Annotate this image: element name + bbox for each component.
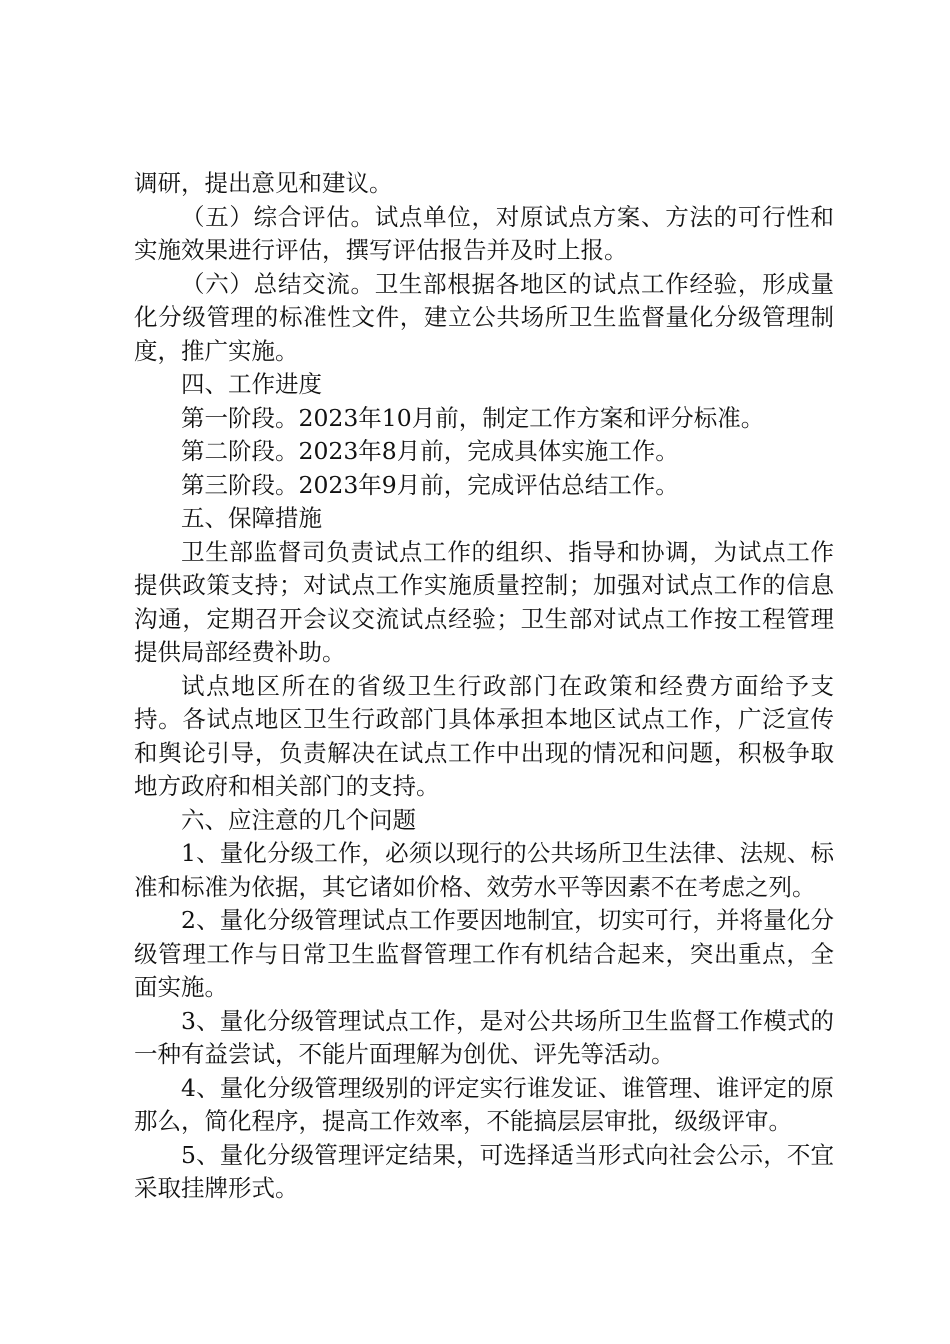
paragraph-comprehensive-evaluation: （五）综合评估。试点单位，对原试点方案、方法的可行性和实施效果进行评估，撰写评估报告并及时上报。 [134,202,834,264]
paragraph-summary-exchange: （六）总结交流。卫生部根据各地区的试点工作经验，形成量化分级管理的标准性文件，建立公共场所卫生监督量化分级管理制度，推广实施。 [134,269,834,365]
paragraph-issue-2: 2、量化分级管理试点工作要因地制宜，切实可行，并将量化分级管理工作与日常卫生监督管理工作有机结合起来，突出重点，全面实施。 [134,906,834,1001]
section-heading-safeguards: 五、保障措施 [181,504,322,532]
paragraph-issue-3: 3、量化分级管理试点工作，是对公共场所卫生监督工作模式的一种有益尝试，不能片面理解为创优、评先等活动。 [134,1006,834,1068]
paragraph-issue-4: 4、量化分级管理级别的评定实行谁发证、谁管理、谁评定的原那么，简化程序，提高工作效率，不能搞层层审批，级级评审。 [134,1073,834,1135]
paragraph-stage-one: 第一阶段。2023年10月前，制定工作方案和评分标准。 [181,403,765,432]
paragraph-stage-two: 第二阶段。2023年8月前，完成具体实施工作。 [181,437,679,465]
section-heading-issues: 六、应注意的几个问题 [181,805,416,834]
paragraph-provincial-support: 试点地区所在的省级卫生行政部门在政策和经费方面给予支持。各试点地区卫生行政部门具体承担本地区试点工作，广泛宣传和舆论引导，负责解决在试点工作中出现的情况和问题，积极争取地方政府和相关部门的支持。 [134,671,834,800]
paragraph-issue-5: 5、量化分级管理评定结果，可选择适当形式向社会公示，不宜采取挂牌形式。 [134,1140,834,1202]
paragraph-stage-three: 第三阶段。2023年9月前，完成评估总结工作。 [181,470,679,499]
document-body [134,167,834,1206]
paragraph-research-continuation: 调研，提出意见和建议。 [134,169,393,197]
section-heading-work-progress: 四、工作进度 [181,370,322,398]
paragraph-issue-1: 1、量化分级工作，必须以现行的公共场所卫生法律、法规、标准和标准为依据，其它诸如价格、效劳水平等因素不在考虑之列。 [134,839,834,901]
paragraph-ministry-responsibility: 卫生部监督司负责试点工作的组织、指导和协调，为试点工作提供政策支持；对试点工作实施质量控制；加强对试点工作的信息沟通，定期召开会议交流试点经验；卫生部对试点工作按工程管理提供局部经费补助。 [134,537,834,666]
